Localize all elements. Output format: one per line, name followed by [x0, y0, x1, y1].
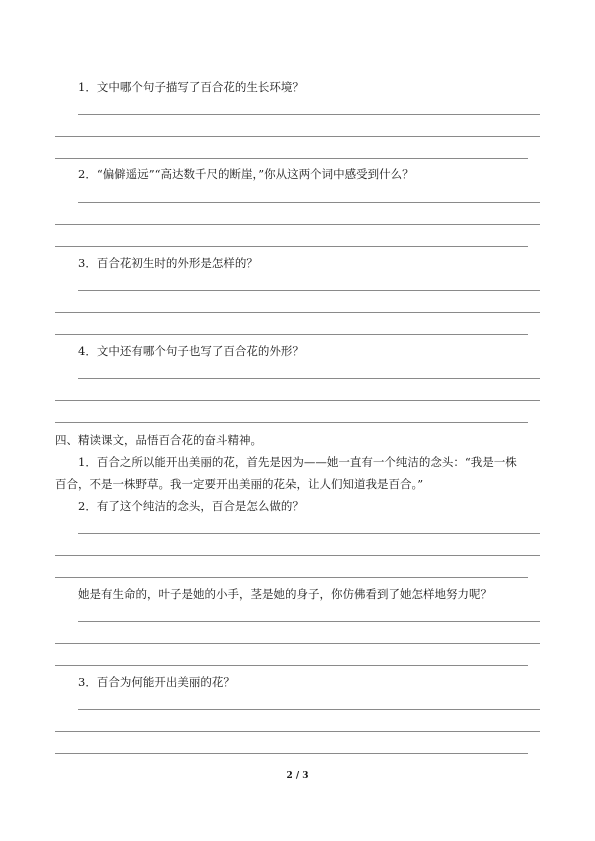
item-1-line-1: 1．百合之所以能开出美丽的花，首先是因为——她一直有一个纯洁的念头：“我是一株 [78, 455, 517, 469]
page-number: 2 / 3 [286, 771, 309, 781]
answer-line [55, 731, 540, 732]
answer-line [78, 621, 540, 622]
answer-line [55, 158, 528, 159]
answer-line [78, 202, 540, 203]
answer-line [55, 665, 528, 666]
answer-line [55, 400, 540, 401]
item-3: 3．百合为何能开出美丽的花？ [78, 675, 235, 689]
answer-line [55, 312, 540, 313]
question-1: 1．文中哪个句子描写了百合花的生长环境？ [78, 80, 304, 94]
answer-line [55, 136, 540, 137]
answer-line [55, 224, 540, 225]
answer-line [55, 577, 528, 578]
answer-line [55, 334, 528, 335]
section-heading: 四、精读课文，品悟百合花的奋斗精神。 [55, 433, 262, 447]
item-2: 2．有了这个纯洁的念头，百合是怎么做的？ [78, 499, 304, 513]
answer-line [78, 709, 540, 710]
item-2-prompt: 她是有生命的，叶子是她的小手，茎是她的身子，你仿佛看到了她怎样地努力呢？ [78, 587, 492, 601]
answer-line [55, 422, 528, 423]
answer-line [55, 555, 540, 556]
answer-line [78, 533, 540, 534]
answer-line [55, 643, 540, 644]
answer-line [78, 290, 540, 291]
question-2: 2．“偏僻遥远”“高达数千尺的断崖，”你从这两个词中感受到什么？ [78, 167, 414, 181]
answer-line [55, 753, 528, 754]
answer-line [78, 378, 540, 379]
question-4: 4．文中还有哪个句子也写了百合花的外形？ [78, 344, 304, 358]
item-1-line-2: 百合，不是一株野草。我一定要开出美丽的花朵，让人们知道我是百合。” [55, 477, 424, 491]
answer-line [78, 114, 540, 115]
answer-line [55, 246, 528, 247]
question-3: 3．百合花初生时的外形是怎样的？ [78, 256, 258, 270]
